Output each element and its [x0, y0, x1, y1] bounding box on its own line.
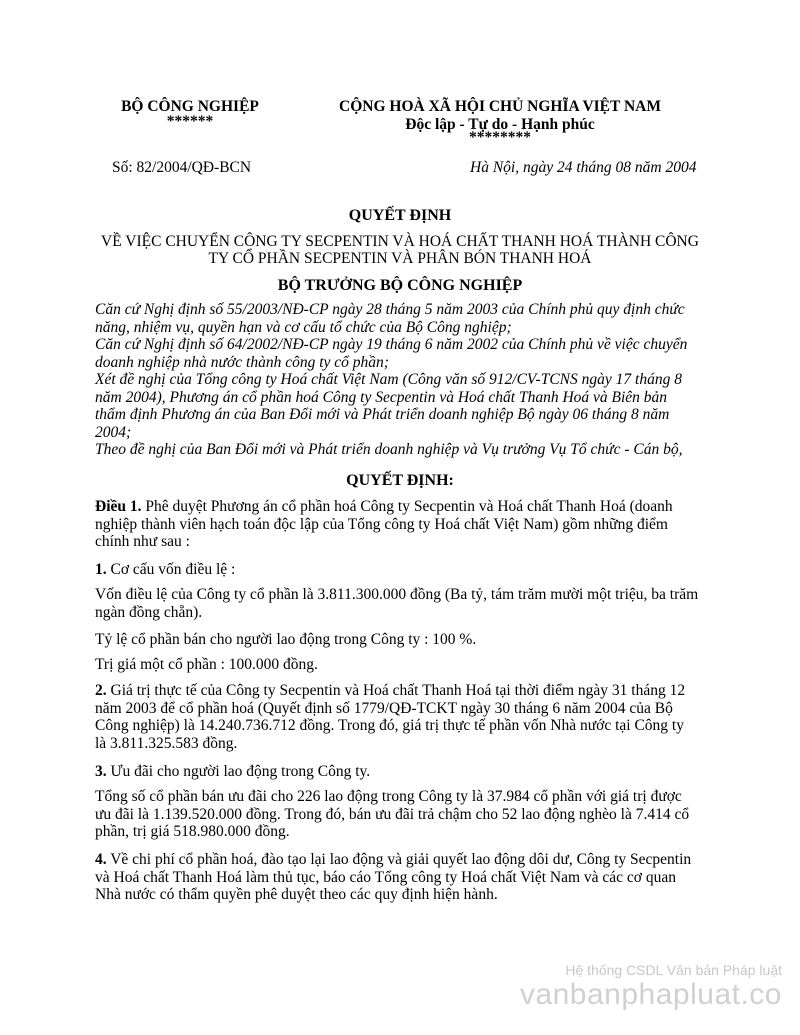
- subject-line: TY CỔ PHẦN SECPENTIN VÀ PHÂN BÓN THANH HOÁ: [208, 250, 592, 267]
- basis-line: Theo đề nghị của Ban Đổi mới và Phát triển doanh nghiệp và Vụ trưởng Vụ Tổ chức - Cán bộ,: [95, 441, 683, 458]
- basis-line: thẩm định Phương án của Ban Đổi mới và Phát triển doanh nghiệp Bộ ngày 06 tháng 8 năm: [95, 406, 670, 423]
- item-1-label: 1.: [95, 561, 107, 578]
- charter-capital: [95, 586, 715, 621]
- nation-name: CỘNG HOÀ XÃ HỘI CHỦ NGHĨA VIỆT NAM: [339, 98, 661, 115]
- basis-line: doanh nghiệp nhà nước thành công ty cổ phần;: [95, 353, 389, 371]
- preference-line: phần, trị giá 518.980.000 đồng.: [95, 823, 290, 840]
- preference-details: [95, 788, 715, 841]
- ministry-header: [110, 98, 270, 128]
- basis-line: Xét đề nghị của Tổng công ty Hoá chất Việt Nam (Công văn số 912/CV-TCNS ngày 17 tháng 8: [95, 371, 682, 388]
- article-1-text: Phê duyệt Phương án cổ phần hoá Công ty Secpentin và Hoá chất Thanh Hoá (doanh: [141, 498, 673, 515]
- item-2-text: Giá trị thực tế của Công ty Secpentin và Hoá chất Thanh Hoá tại thời điểm ngày 31 tháng 12: [106, 682, 686, 699]
- decision-heading: QUYẾT ĐỊNH:: [346, 472, 454, 489]
- basis-line: năng, nhiệm vụ, quyền hạn và cơ cấu tổ chức của Bộ Công nghiệp;: [95, 318, 512, 336]
- preference-line: ưu đãi là 1.139.520.000 đồng. Trong đó, bán ưu đãi trả chậm cho 52 lao động nghèo là 7.414 cổ: [95, 805, 690, 823]
- item-4-text: Nhà nước có thẩm quyền phê duyệt theo các quy định hiện hành.: [95, 886, 498, 903]
- item-3-text: Ưu đãi cho người lao động trong Công ty.: [106, 763, 371, 780]
- item-2-text: năm 2003 để cổ phần hoá (Quyết định số 1779/QĐ-TCKT ngày 30 tháng 6 năm 2004 của Bộ: [95, 699, 673, 717]
- item-2-label: 2.: [95, 682, 107, 699]
- item-4-text: Về chi phí cổ phần hoá, đào tạo lại lao động và giải quyết lao động dôi dư, Công ty Secpentin: [106, 851, 692, 868]
- document-number: Số: 82/2004/QĐ-BCN: [112, 159, 252, 176]
- item-4-label: 4.: [95, 851, 107, 868]
- basis-line: Căn cứ Nghị định số 64/2002/NĐ-CP ngày 19 tháng 6 năm 2002 của Chính phủ về việc chuyển: [95, 336, 688, 353]
- preference-line: Tổng số cổ phần bán ưu đãi cho 226 lao động trong Công ty là 37.984 cổ phần với giá trị được: [95, 788, 682, 805]
- nation-header: [320, 98, 680, 146]
- share-value: Trị giá một cổ phần : 100.000 đồng.: [95, 656, 318, 673]
- charter-line: ngàn đồng chẵn).: [95, 603, 203, 621]
- ministry-stars: ******: [166, 113, 214, 130]
- motto: Độc lập - Tự do - Hạnh phúc: [405, 116, 595, 133]
- document-subject: [80, 233, 720, 267]
- article-1-label: Điều 1.: [95, 498, 142, 515]
- subject-line: VỀ VIỆC CHUYỂN CÔNG TY SECPENTIN VÀ HOÁ CHẤT THANH HOÁ THÀNH CÔNG: [101, 233, 699, 250]
- item-2-text: là 3.811.325.583 đồng.: [95, 734, 238, 752]
- item-3: [95, 763, 715, 781]
- motto-stars: ********: [469, 129, 531, 146]
- basis-line: 2004;: [95, 423, 132, 441]
- watermark-caption: Hệ thống CSDL Văn bản Pháp luật: [565, 962, 782, 978]
- item-4-text: và Hoá chất Thanh Hoá làm thủ tục, báo cáo Tổng công ty Hoá chất Việt Nam và các cơ quan: [95, 868, 677, 886]
- issuing-authority: BỘ TRƯỞNG BỘ CÔNG NGHIỆP: [277, 277, 523, 294]
- article-1: [95, 498, 715, 551]
- basis-line: Căn cứ Nghị định số 55/2003/NĐ-CP ngày 28 tháng 5 năm 2003 của Chính phủ quy định chức: [95, 301, 685, 318]
- item-2-text: Công nghiệp) là 14.240.736.712 đồng. Trong đó, giá trị thực tế phần vốn Nhà nước tại Công ty: [95, 717, 684, 734]
- item-1: [95, 561, 715, 579]
- basis-line: năm 2004), Phương án cổ phần hoá Công ty Secpentin và Hoá chất Thanh Hoá và Biên bản: [95, 388, 668, 406]
- place-date: Hà Nội, ngày 24 tháng 08 năm 2004: [470, 159, 697, 176]
- share-ratio: Tỷ lệ cổ phần bán cho người lao động trong Công ty : 100 %.: [95, 631, 477, 648]
- article-1-text: nghiệp thành viên hạch toán độc lập của Tổng công ty Hoá chất Việt Nam) gồm những điểm: [95, 515, 668, 533]
- watermark-site: vanbanphapluat.co: [519, 978, 782, 1011]
- legal-bases: [95, 301, 715, 459]
- item-4: [95, 851, 715, 904]
- item-1-text: Cơ cấu vốn điều lệ :: [106, 561, 236, 578]
- item-3-label: 3.: [95, 763, 107, 780]
- document-title: QUYẾT ĐỊNH: [348, 207, 452, 224]
- ministry-name: BỘ CÔNG NGHIỆP: [121, 98, 259, 115]
- item-2: [95, 682, 715, 752]
- charter-line: Vốn điều lệ của Công ty cổ phần là 3.811.300.000 đồng (Ba tỷ, tám trăm mười một triệu, ba trăm: [95, 586, 699, 603]
- article-1-text: chính như sau :: [95, 533, 190, 550]
